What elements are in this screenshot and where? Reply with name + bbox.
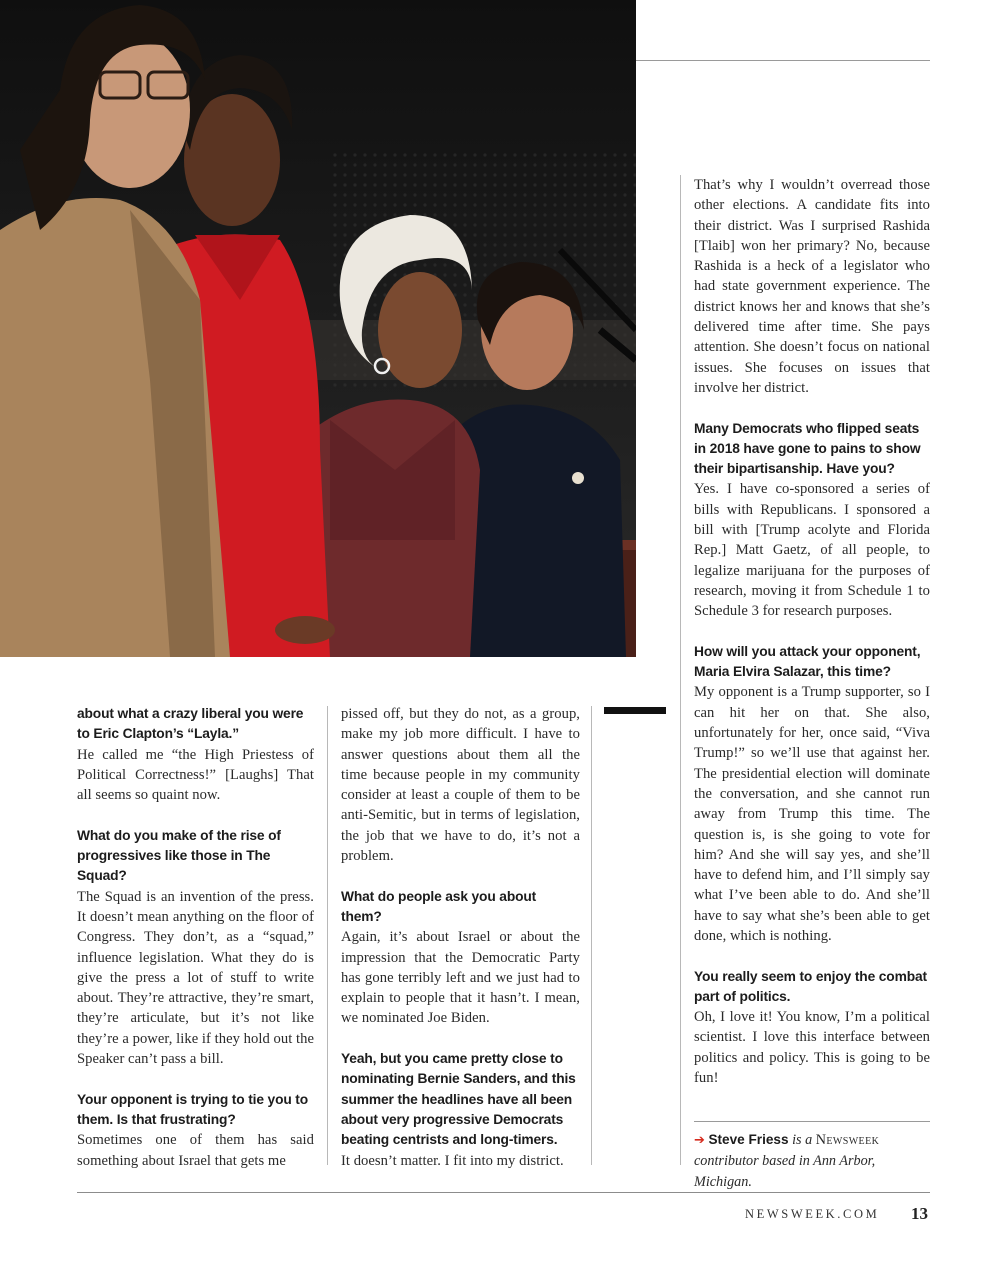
- interview-answer: The Squad is an invention of the press. It doesn’t mean anything on the floor of Congress. They don’t, as a “squad,” influence legislation. What they do is give the press a lot of stuff to write about. They’re attractive, they’re smart, they’re articulate, but it’s not like they’re a power, like if they hold out the Speaker can’t pass a bill.: [77, 888, 314, 1068]
- qa-block: [341, 704, 580, 866]
- credit-text: contributor based in Ann Arbor, Michigan.: [694, 1153, 876, 1190]
- qa-block: [694, 419, 930, 622]
- interview-question: How will you attack your opponent, Maria Elvira Salazar, this time?: [694, 643, 921, 680]
- footer-site: NEWSWEEK.COM: [745, 1207, 880, 1221]
- article-column-3: [694, 175, 930, 1109]
- qa-block: [77, 1090, 314, 1171]
- qa-block: [341, 1049, 580, 1171]
- interview-answer: Oh, I love it! You know, I’m a political scientist. I love this interface between politics and policy. This is going to be fun!: [694, 1009, 930, 1087]
- interview-question: You really seem to enjoy the combat part of politics.: [694, 968, 927, 1004]
- publication-name: Newsweek: [815, 1132, 880, 1148]
- qa-block: [694, 642, 930, 946]
- interview-answer: My opponent is a Trump supporter, so I can hit her on that. She also, unfortunately for her, once said, “Viva Trump!” so we’ll use that against her. The presidential election will dominate the conversation, and she cannot run away from Trump this time. The question is, is she going to vote for him? And she will say yes, and she’ll have to defend him, and I’ll simply say what I’ve been able to do. And she’ll have to say what she’s been able to get done, which is nothing.: [694, 684, 930, 944]
- interview-question: Your opponent is trying to tie you to them. Is that frustrating?: [77, 1091, 309, 1127]
- arrow-icon: ➔: [694, 1133, 705, 1148]
- photo-illustration: [0, 0, 636, 657]
- footer-rule: [77, 1192, 930, 1193]
- qa-block: [694, 175, 930, 398]
- interview-answer: Again, it’s about Israel or about the impression that the Democratic Party has gone terribly left and we just had to explain to people that it hasn’t. I mean, we nominated Joe Biden.: [341, 929, 580, 1027]
- interview-answer: Yes. I have co-sponsored a series of bills with Republicans. I sponsored a bill with [Trump acolyte and Florida Rep.] Matt Gaetz, of all people, to legalize marijuana for the purposes of research, moving it from Schedule 1 to Schedule 3 for research purposes.: [694, 481, 930, 620]
- qa-block: [77, 704, 314, 805]
- interview-answer: He called me “the High Priestess of Political Correctness!” [Laughs] That all seems so quaint now.: [77, 746, 314, 804]
- credit-rule: [694, 1121, 930, 1122]
- author-credit: [694, 1129, 930, 1193]
- interview-answer: It doesn’t matter. I fit into my district.: [341, 1152, 564, 1169]
- hero-photo: [0, 0, 636, 657]
- qa-block: [341, 887, 580, 1029]
- column-divider: [591, 706, 592, 1165]
- interview-question: Many Democrats who flipped seats in 2018 have gone to pains to show their bipartisanship. Have you?: [694, 420, 921, 477]
- section-marker-bar: [604, 707, 666, 714]
- qa-block: [77, 826, 314, 1070]
- interview-answer: Sometimes one of them has said something about Israel that gets me: [77, 1132, 314, 1169]
- qa-block: [694, 967, 930, 1089]
- author-name: Steve Friess: [708, 1132, 789, 1147]
- interview-answer: That’s why I wouldn’t overread those other elections. A candidate fits into their district. Was I surprised Rashida [Tlaib] won her primary? No, because Rashida is a heck of a legislator who had state government experience. The district knows her and knows that she’s delivered time after time. She pays attention. She doesn’t focus on national issues. She focuses on issues that involve her district.: [694, 177, 930, 396]
- credit-text: is a: [788, 1132, 816, 1148]
- interview-question: What do people ask you about them?: [341, 888, 537, 924]
- article-column-1: [77, 704, 314, 1191]
- page-number: 13: [911, 1204, 928, 1223]
- column-divider: [680, 175, 681, 1165]
- interview-question: about what a crazy liberal you were to Eric Clapton’s “Layla.”: [77, 706, 304, 742]
- article-column-2: [341, 704, 580, 1191]
- interview-question: What do you make of the rise of progressives like those in The Squad?: [77, 827, 281, 884]
- top-rule: [636, 60, 930, 61]
- column-divider: [327, 706, 328, 1165]
- interview-question: Yeah, but you came pretty close to nominating Bernie Sanders, and this summer the headlines have all been about very progressive Democrats beating centrists and long-timers.: [341, 1051, 576, 1148]
- interview-answer: pissed off, but they do not, as a group, make my job more difficult. I have to answer questions about them all the time because people in my community consider at least a couple of them to be anti-Semitic, but in terms of legislation, the job that we have to do, it’s not a problem.: [341, 706, 580, 865]
